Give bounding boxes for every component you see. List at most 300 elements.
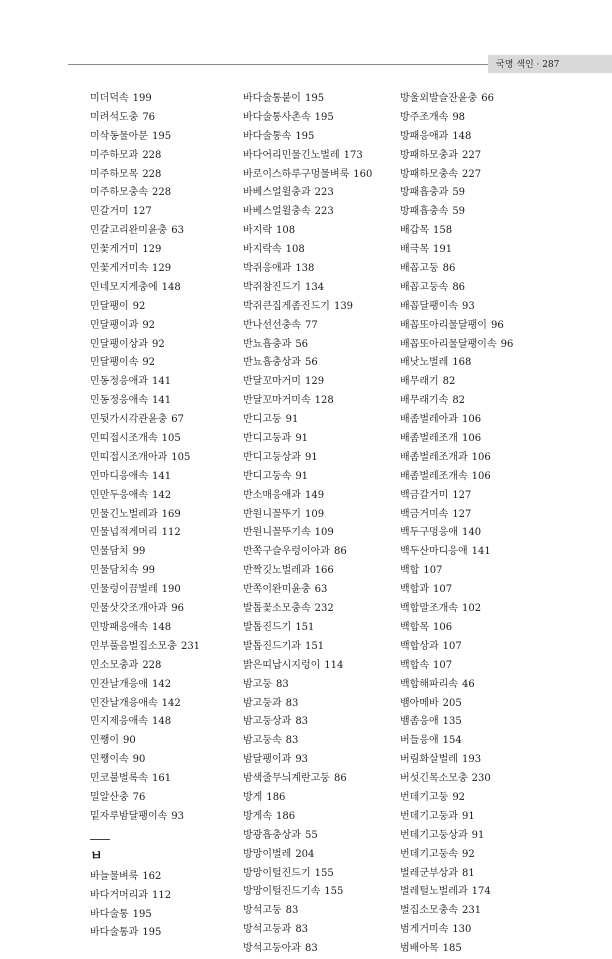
index-page-number: 140: [461, 527, 482, 539]
index-term: 민꽃게거미속: [90, 263, 148, 275]
index-entry: [243, 373, 403, 392]
index-page-number: 106: [461, 433, 482, 445]
index-entry: [90, 411, 250, 430]
index-page-number: 59: [452, 187, 466, 199]
index-entry: [90, 336, 250, 355]
index-page-number: 83: [295, 924, 309, 936]
index-entry: [90, 751, 250, 770]
index-entry: [243, 562, 403, 581]
index-entry: [90, 222, 250, 241]
index-entry: [243, 90, 403, 109]
index-term: 백합목: [400, 621, 429, 633]
index-entry: [400, 411, 560, 430]
index-term: 바지락: [243, 225, 272, 237]
index-entry: [400, 902, 560, 921]
index-entry: [90, 298, 250, 317]
index-page-number: 109: [314, 527, 334, 539]
index-entry: [243, 695, 403, 714]
index-entry: [90, 241, 250, 260]
index-column-2: [243, 90, 403, 959]
index-entry: [90, 638, 250, 657]
index-term: 민물렁이끔벌레: [90, 584, 158, 596]
index-page-number: 185: [442, 943, 462, 955]
index-entry: [90, 808, 250, 827]
index-page-number: 155: [324, 886, 344, 898]
index-entry: [90, 354, 250, 373]
index-term: 방망이벌레: [243, 848, 292, 860]
index-page-number: 76: [132, 791, 146, 803]
index-entry: [400, 524, 560, 543]
index-entry: [400, 298, 560, 317]
index-page-number: 114: [324, 659, 344, 671]
index-term: 반디고둥과: [243, 433, 292, 445]
index-page-number: 96: [171, 603, 185, 615]
index-term: 미주하모과: [90, 149, 139, 161]
index-entry: [90, 600, 250, 619]
index-entry: [243, 846, 403, 865]
index-term: 백합과: [400, 584, 429, 596]
index-page-number: 195: [142, 927, 162, 939]
index-term: 뱀좀응애: [400, 716, 439, 728]
index-term: 배좀벌레조개과: [400, 451, 468, 463]
index-page-number: 161: [151, 773, 172, 785]
index-entry: [400, 770, 560, 789]
index-term: 번데기고둥: [400, 791, 449, 803]
index-term: 바다술통: [90, 908, 129, 920]
index-term: 바다어리민물긴노벌레: [243, 149, 340, 161]
index-entry: [400, 147, 560, 166]
index-term: 민소모충과: [90, 659, 139, 671]
index-entry: [243, 147, 403, 166]
index-term: 바다술통사촌속: [243, 111, 311, 123]
index-entry: [400, 751, 560, 770]
index-page-number: 91: [295, 470, 309, 482]
index-term: 바늘물벼룩: [90, 870, 139, 882]
index-term: 벌집소모충속: [400, 905, 458, 917]
index-term: 밤색줄무늬계란고둥: [243, 773, 330, 785]
index-page-number: 138: [295, 263, 315, 275]
index-page-number: 127: [452, 508, 472, 520]
index-page-number: 107: [432, 584, 453, 596]
index-term: 백합해파리속: [400, 678, 458, 690]
index-entry: [400, 921, 560, 940]
index-entry: [243, 789, 403, 808]
index-entry: [400, 657, 560, 676]
index-entry: [400, 695, 560, 714]
index-term: 미주하모충속: [90, 187, 148, 199]
index-entry: [400, 487, 560, 506]
index-entry: [400, 279, 560, 298]
index-term: 바베스얼윌충속: [243, 206, 311, 218]
index-page-number: 91: [461, 810, 475, 822]
index-term: 배꼽고둥속: [400, 281, 449, 293]
index-term: 방게: [243, 791, 263, 803]
index-page-number: 151: [295, 621, 315, 633]
index-page-number: 107: [423, 565, 443, 577]
index-term: 박쥐참진드기: [243, 281, 301, 293]
index-entry: [90, 260, 250, 279]
index-page-number: 107: [432, 659, 453, 671]
index-page-number: 195: [314, 111, 334, 123]
index-entry: [400, 676, 560, 695]
index-term: 방망이털진드기: [243, 867, 311, 879]
index-entry: [90, 524, 250, 543]
index-page-number: 141: [471, 546, 491, 558]
index-entry: [243, 600, 403, 619]
index-term: 반짝깃노벌레과: [243, 565, 311, 577]
section-gap: [90, 827, 250, 839]
index-entry: [400, 392, 560, 411]
index-entry: [90, 430, 250, 449]
index-page-number: 99: [142, 565, 156, 577]
index-term: 민쨍이속: [90, 754, 129, 766]
index-term: 방패응애과: [400, 130, 449, 142]
index-page-number: 67: [171, 414, 185, 426]
index-page-number: 232: [314, 603, 334, 615]
index-term: 민부풀음벌집소모충: [90, 640, 177, 652]
index-page-number: 148: [452, 130, 472, 142]
index-page-number: 186: [275, 810, 296, 822]
index-entry: [400, 90, 560, 109]
index-entry: [243, 770, 403, 789]
index-page-number: 83: [285, 905, 299, 917]
index-page-number: 91: [304, 451, 318, 463]
index-term: 바다술통붙이: [243, 93, 301, 104]
index-page-number: 91: [285, 414, 299, 426]
index-page-number: 166: [314, 565, 334, 577]
index-page-number: 83: [285, 735, 299, 747]
index-entry: [90, 887, 250, 906]
index-term: 배극목: [400, 244, 429, 256]
index-page-number: 82: [452, 395, 466, 407]
index-page-number: 106: [471, 470, 491, 482]
index-entry: [243, 184, 403, 203]
index-term: 발톱진드기: [243, 621, 292, 633]
index-term: 밑자루밤달팽이속: [90, 810, 168, 822]
index-term: 민물담치: [90, 546, 129, 558]
index-entry: [243, 506, 403, 525]
index-term: 반쪽구슬우렁이아과: [243, 546, 330, 558]
index-term: 민동정응애속: [90, 395, 148, 407]
index-term: 방석고둥아과: [243, 943, 301, 955]
index-entry: [243, 713, 403, 732]
index-term: 반쪽이완미윤충: [243, 584, 311, 596]
index-page-number: 83: [275, 678, 289, 690]
index-entry: [400, 260, 560, 279]
index-page-number: 141: [151, 376, 172, 388]
index-term: 배낫노벌레: [400, 357, 449, 369]
index-page-number: 227: [461, 149, 482, 161]
index-entry: [90, 203, 250, 222]
index-page-number: 129: [304, 376, 325, 388]
index-page-number: 82: [442, 376, 456, 388]
index-entry: [90, 90, 250, 109]
index-term: 배꼽또아리물달팽이속: [400, 338, 497, 350]
index-term: 바지락속: [243, 244, 282, 256]
index-page-number: 96: [500, 338, 514, 350]
index-entry: [90, 770, 250, 789]
index-entry: [400, 732, 560, 751]
index-page-number: 228: [151, 187, 172, 199]
index-term: 박쥐큰집게좀진드기: [243, 300, 330, 312]
index-term: 백두구멍응애: [400, 527, 458, 539]
index-page-number: 139: [333, 300, 354, 312]
index-page-number: 149: [304, 489, 325, 501]
index-term: 반소매응애과: [243, 489, 301, 501]
index-entry: [243, 109, 403, 128]
index-term: 민잔날개응애속: [90, 697, 158, 709]
index-term: 번데기고둥과: [400, 810, 458, 822]
index-term: 배꼽고둥: [400, 263, 439, 275]
index-entry: [400, 619, 560, 638]
index-page-number: 228: [142, 149, 162, 161]
index-term: 버섯긴목소모충: [400, 773, 468, 785]
index-term: 배꼽달팽이속: [400, 300, 458, 312]
index-term: 반뇨흡충상과: [243, 357, 301, 369]
index-entry: [90, 562, 250, 581]
header-rule: [68, 64, 488, 65]
index-term: 방패흡충과: [400, 187, 449, 199]
index-entry: [90, 166, 250, 185]
index-entry: [400, 846, 560, 865]
index-entry: [90, 373, 250, 392]
section-rule: [90, 839, 110, 840]
index-term: 백합: [400, 565, 420, 577]
index-entry: [90, 657, 250, 676]
index-entry: [90, 109, 250, 128]
index-term: 백금갈거미: [400, 489, 449, 501]
index-page-number: 155: [314, 867, 334, 879]
index-term: 반뇨흡충과: [243, 338, 292, 350]
index-page-number: 142: [161, 697, 181, 709]
index-term: 반디고둥상과: [243, 451, 301, 463]
index-term: 번데기고둥속: [400, 848, 458, 860]
index-term: 뱀아메바: [400, 697, 439, 709]
index-entry: [243, 638, 403, 657]
index-entry: [400, 581, 560, 600]
index-term: 백합말조개속: [400, 603, 458, 615]
index-entry: [400, 109, 560, 128]
index-term: 미려석도충: [90, 111, 139, 123]
index-term: 배무래기: [400, 376, 439, 388]
index-term: 민띠접시조개속: [90, 433, 158, 445]
index-term: 방게속: [243, 810, 272, 822]
index-entry: [243, 487, 403, 506]
index-entry: [243, 543, 403, 562]
index-page-number: 86: [333, 546, 347, 558]
index-term: 방패하모충과: [400, 149, 458, 161]
index-term: 민방패응애속: [90, 621, 148, 633]
index-entry: [243, 222, 403, 241]
index-page-number: 99: [132, 546, 146, 558]
index-page-number: 83: [285, 697, 299, 709]
index-entry: [243, 279, 403, 298]
index-term: 버들응애: [400, 735, 439, 747]
index-term: 민지제응애속: [90, 716, 148, 728]
index-entry: [400, 166, 560, 185]
index-term: 범배아목: [400, 943, 439, 955]
index-page-number: 91: [295, 433, 309, 445]
index-page-number: 127: [132, 206, 152, 218]
index-page-number: 129: [151, 263, 172, 275]
index-term: 방석고둥: [243, 905, 282, 917]
index-page-number: 77: [304, 319, 318, 331]
index-entry: [243, 449, 403, 468]
index-term: 반원니꼴뚜기: [243, 508, 301, 520]
index-term: 밤고둥과: [243, 697, 282, 709]
index-entry: [400, 373, 560, 392]
index-page-number: 130: [452, 924, 472, 936]
index-page-number: 129: [142, 244, 162, 256]
index-entry: [243, 581, 403, 600]
index-entry: [400, 543, 560, 562]
index-page-number: 55: [304, 829, 318, 841]
index-entry: [243, 676, 403, 695]
index-page-number: 205: [442, 697, 462, 709]
index-page-number: 91: [471, 829, 485, 841]
index-entry: [400, 883, 560, 902]
index-page-number: 160: [353, 168, 373, 180]
index-page-number: 81: [461, 867, 475, 879]
index-page-number: 90: [122, 735, 136, 747]
index-entry: [243, 166, 403, 185]
index-term: 민잔날개응애: [90, 678, 148, 690]
index-term: 반달꼬마거미: [243, 376, 301, 388]
index-entry: [243, 411, 403, 430]
index-entry: [90, 147, 250, 166]
index-term: 민물담치속: [90, 565, 139, 577]
index-entry: [400, 940, 560, 959]
index-entry: [400, 222, 560, 241]
index-entry: [400, 317, 560, 336]
index-entry: [243, 392, 403, 411]
index-term: 배좀벌레조개속: [400, 470, 468, 482]
index-entry: [243, 808, 403, 827]
index-entry: [400, 638, 560, 657]
index-entry: [90, 279, 250, 298]
index-page-number: 158: [432, 225, 453, 237]
index-page-number: 134: [304, 281, 325, 293]
index-term: 백합상과: [400, 640, 439, 652]
index-entry: [243, 430, 403, 449]
index-entry: [90, 789, 250, 808]
index-page-number: 168: [452, 357, 472, 369]
index-entry: [243, 241, 403, 260]
index-term: 민달팽이: [90, 300, 129, 312]
index-term: 밀알산충: [90, 791, 129, 803]
index-term: 민네모지게충에: [90, 281, 158, 293]
index-term: 배꼽또아리물달팽이: [400, 319, 487, 331]
index-term: 민코불벌록속: [90, 773, 148, 785]
index-entry: [90, 506, 250, 525]
index-term: 미더덕속: [90, 93, 129, 104]
index-entry: [243, 298, 403, 317]
index-term: 백합속: [400, 659, 429, 671]
index-page-number: 195: [151, 130, 172, 142]
index-page-number: 195: [132, 908, 152, 920]
index-entry: [400, 865, 560, 884]
index-page-number: 162: [142, 870, 162, 882]
index-term: 배갑목: [400, 225, 429, 237]
index-page-number: 66: [481, 93, 495, 104]
index-entry: [400, 336, 560, 355]
index-page-number: 228: [142, 168, 162, 180]
index-page-number: 112: [151, 889, 172, 901]
index-page-number: 127: [452, 489, 472, 501]
index-page-number: 105: [171, 451, 191, 463]
index-term: 밤고둥상과: [243, 716, 292, 728]
index-page-number: 193: [461, 754, 482, 766]
index-page-number: 227: [461, 168, 482, 180]
index-page-number: 63: [314, 584, 328, 596]
index-page-number: 186: [266, 791, 286, 803]
index-term: 방패하모충속: [400, 168, 458, 180]
index-page-number: 141: [151, 470, 172, 482]
index-entry: [400, 430, 560, 449]
index-entry: [243, 260, 403, 279]
index-page-number: 112: [161, 527, 181, 539]
index-page-number: 223: [314, 187, 334, 199]
running-header: 국명 색인 · 287: [496, 60, 560, 70]
index-entry: [243, 902, 403, 921]
index-page-number: 108: [285, 244, 305, 256]
index-entry: [90, 449, 250, 468]
index-term: 밤고둥: [243, 678, 272, 690]
index-term: 발톱꽃소모충속: [243, 603, 311, 615]
index-entry: [400, 506, 560, 525]
index-term: 민달팽이속: [90, 357, 139, 369]
index-term: 방울외발슬잔윤충: [400, 93, 478, 104]
index-term: 백금거미속: [400, 508, 449, 520]
index-page-number: 93: [461, 300, 475, 312]
index-page-number: 92: [142, 319, 156, 331]
index-page-number: 106: [461, 414, 482, 426]
index-term: 바다술통과: [90, 927, 139, 939]
index-column-1: [90, 90, 250, 943]
index-entry: [243, 317, 403, 336]
index-page-number: 105: [161, 433, 181, 445]
index-page-number: 148: [151, 716, 172, 728]
index-page-number: 142: [151, 678, 172, 690]
index-term: 민달팽이상과: [90, 338, 148, 350]
index-page-number: 174: [471, 886, 491, 898]
index-term: 민동정응애과: [90, 376, 148, 388]
index-entry: [400, 600, 560, 619]
index-page-number: 93: [295, 754, 309, 766]
index-page-number: 86: [442, 263, 456, 275]
section-heading: ㅂ: [90, 848, 103, 864]
index-page-number: 63: [171, 225, 185, 237]
index-term: 배좀벌레아과: [400, 414, 458, 426]
index-page-number: 98: [452, 111, 466, 123]
index-term: 번데기고둥상과: [400, 829, 468, 841]
index-entry: [90, 676, 250, 695]
index-page-number: 56: [295, 338, 309, 350]
index-page-number: 86: [452, 281, 466, 293]
index-entry: [400, 128, 560, 147]
index-entry: [243, 468, 403, 487]
index-term: 반원니꼴뚜기속: [243, 527, 311, 539]
index-term: 민뒷가시각관윤충: [90, 414, 168, 426]
index-page-number: 204: [295, 848, 315, 860]
index-term: 범게거미속: [400, 924, 449, 936]
index-entry: [400, 241, 560, 260]
index-entry: [90, 468, 250, 487]
index-entry: [243, 524, 403, 543]
index-term: 미주하모목: [90, 168, 139, 180]
index-page-number: 135: [442, 716, 462, 728]
index-entry: [90, 128, 250, 147]
